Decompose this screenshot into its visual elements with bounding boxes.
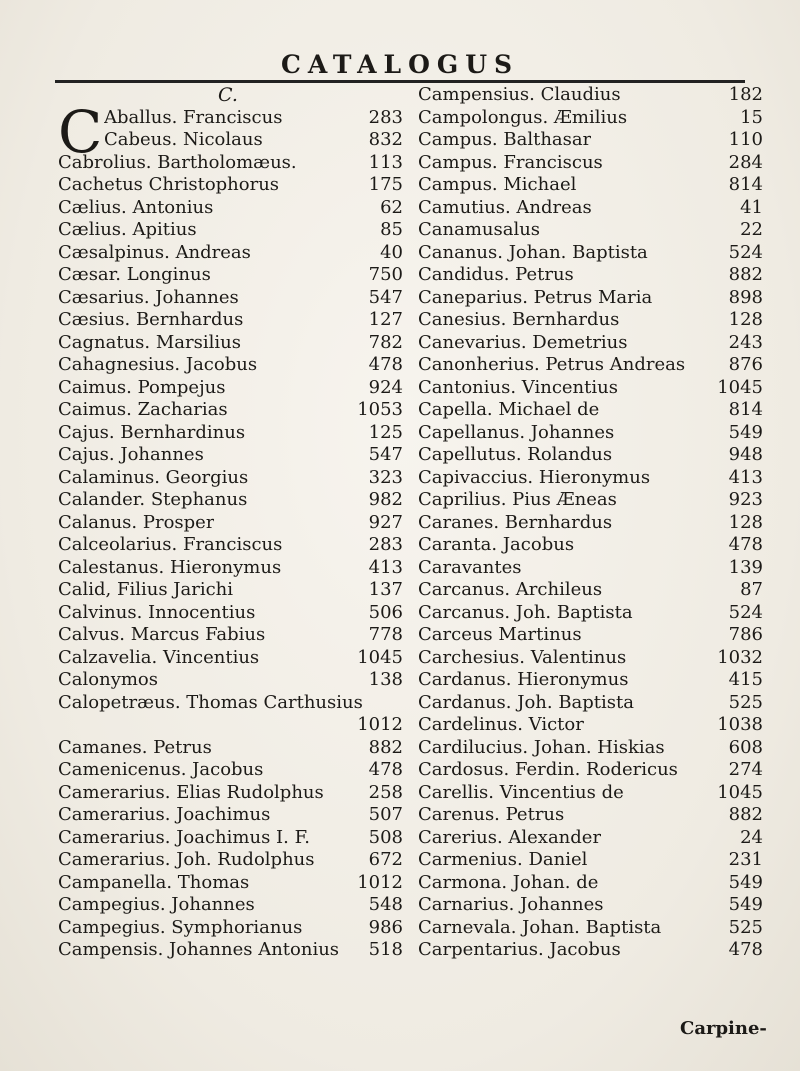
index-entry xyxy=(418,669,763,692)
entry-name: Camenicenus. Jacobus xyxy=(58,759,264,780)
entry-page-number: 22 xyxy=(740,219,763,240)
index-entry xyxy=(58,422,403,445)
entry-page-number: 1045 xyxy=(717,376,763,398)
entry-page-number: 547 xyxy=(368,444,403,465)
index-entry xyxy=(58,309,403,332)
entry-name: Canesius. Bernhardus xyxy=(418,309,620,330)
index-entry xyxy=(58,512,403,535)
index-entry xyxy=(58,759,403,782)
entry-page-number: 1012 xyxy=(357,871,403,893)
entry-name: Camanes. Petrus xyxy=(58,736,212,758)
entry-page-number: 549 xyxy=(728,894,763,915)
entry-name: Camerarius. Joachimus I. F. xyxy=(58,826,310,848)
entry-page-number: 24 xyxy=(740,826,763,848)
index-entry xyxy=(58,287,403,310)
index-entry xyxy=(58,534,403,557)
entry-page-number: 524 xyxy=(728,241,763,263)
entry-name: Campegius. Johannes xyxy=(58,894,255,915)
entry-name: Carnarius. Johannes xyxy=(418,894,604,915)
entry-name: Cæsius. Bernhardus xyxy=(58,309,244,330)
entry-name: Caranta. Jacobus xyxy=(418,534,575,555)
entry-page-number: 128 xyxy=(728,309,763,330)
index-entry xyxy=(58,737,403,760)
entry-page-number: 182 xyxy=(728,84,763,105)
entry-name: Capellanus. Johannes xyxy=(418,421,615,443)
entry-name: Campolongus. Æmilius xyxy=(418,106,628,128)
entry-page-number: 549 xyxy=(728,871,763,893)
entry-name: Cæsar. Longinus xyxy=(58,264,211,285)
entry-page-number: 110 xyxy=(728,129,763,150)
section-letter: C. xyxy=(218,84,238,106)
entry-name: Campanella. Thomas xyxy=(58,871,250,893)
index-entry xyxy=(58,152,403,175)
entry-name: Carmenius. Daniel xyxy=(418,849,588,870)
index-entry xyxy=(58,354,403,377)
entry-page-number: 986 xyxy=(368,916,403,938)
entry-name: Campensis. Johannes Antonius xyxy=(58,939,340,960)
entry-name: Cabrolius. Bartholomæus. xyxy=(58,151,297,173)
entry-page-number: 948 xyxy=(728,444,763,465)
entry-page-number: 882 xyxy=(728,264,763,285)
index-entry xyxy=(58,467,403,490)
entry-name: Caneparius. Petrus Maria xyxy=(418,286,653,308)
index-entry xyxy=(418,377,763,400)
entry-name: Cardosus. Ferdin. Rodericus xyxy=(418,759,678,780)
entry-name: Campegius. Symphorianus xyxy=(58,916,303,938)
index-entry xyxy=(418,422,763,445)
entry-name: Cardilucius. Johan. Hiskias xyxy=(418,736,665,758)
entry-page-number: 506 xyxy=(368,601,403,623)
entry-page-number: 243 xyxy=(728,331,763,353)
index-entry xyxy=(58,669,403,692)
index-entry xyxy=(418,152,763,175)
entry-page-number: 274 xyxy=(728,759,763,780)
index-entry xyxy=(58,939,403,962)
header-rule xyxy=(55,80,745,83)
entry-page-number: 323 xyxy=(368,466,403,488)
entry-name: Aballus. Franciscus xyxy=(104,106,283,128)
entry-page-number: 175 xyxy=(368,174,403,195)
index-entry xyxy=(418,782,763,805)
entry-page-number: 139 xyxy=(728,556,763,578)
entry-name: Cardanus. Joh. Baptista xyxy=(418,691,634,713)
index-entry xyxy=(58,174,403,197)
index-entry xyxy=(418,557,763,580)
entry-name: Caimus. Zacharias xyxy=(58,399,228,420)
index-entry xyxy=(418,714,763,737)
entry-name: Capivaccius. Hieronymus xyxy=(418,466,651,488)
entry-page-number: 283 xyxy=(368,534,403,555)
page-title: CATALOGUS xyxy=(280,50,520,79)
entry-name: Canamusalus xyxy=(418,219,541,240)
entry-page-number: 786 xyxy=(728,624,763,645)
entry-name: Cæsarius. Johannes xyxy=(58,286,239,308)
index-entry xyxy=(58,917,403,940)
entry-page-number: 814 xyxy=(728,174,763,195)
entry-name: Carcanus. Joh. Baptista xyxy=(418,601,633,623)
entry-page-number: 478 xyxy=(728,534,763,555)
entry-name: Cagnatus. Marsilius xyxy=(58,331,241,353)
index-entry xyxy=(418,692,763,715)
entry-name: Calopetræus. Thomas Carthusius xyxy=(58,691,363,713)
index-entry xyxy=(418,174,763,197)
index-entry xyxy=(418,354,763,377)
entry-page-number: 138 xyxy=(368,669,403,690)
entry-name: Carmona. Johan. de xyxy=(418,871,599,893)
index-entry xyxy=(418,579,763,602)
entry-page-number: 231 xyxy=(728,849,763,870)
entry-page-number: 672 xyxy=(368,849,403,870)
entry-page-number: 927 xyxy=(368,511,403,533)
entry-page-number: 508 xyxy=(368,826,403,848)
entry-name: Calaminus. Georgius xyxy=(58,466,249,488)
entry-name: Calestanus. Hieronymus xyxy=(58,556,282,578)
index-entry xyxy=(58,849,403,872)
entry-page-number: 814 xyxy=(728,399,763,420)
index-entry xyxy=(58,129,403,152)
index-entry xyxy=(58,444,403,467)
index-entry xyxy=(58,557,403,580)
entry-page-number: 413 xyxy=(728,466,763,488)
entry-page-number: 415 xyxy=(728,669,763,690)
entry-page-number: 128 xyxy=(728,511,763,533)
entry-page-number: 40 xyxy=(380,241,403,263)
index-entry xyxy=(418,129,763,152)
entry-name: Cantonius. Vincentius xyxy=(418,376,618,398)
entry-name: Carnevala. Johan. Baptista xyxy=(418,916,662,938)
index-entry xyxy=(418,894,763,917)
entry-page-number: 778 xyxy=(368,624,403,645)
entry-name: Camerarius. Joachimus xyxy=(58,804,271,825)
entry-page-number: 1038 xyxy=(717,714,763,735)
entry-name: Capella. Michael de xyxy=(418,399,600,420)
entry-page-number: 41 xyxy=(740,196,763,218)
entry-page-number: 507 xyxy=(368,804,403,825)
index-entry xyxy=(58,197,403,220)
entry-name: Calvinus. Innocentius xyxy=(58,601,256,623)
index-entry xyxy=(418,534,763,557)
entry-name: Caranes. Bernhardus xyxy=(418,511,613,533)
entry-name: Cælius. Antonius xyxy=(58,196,214,218)
entry-page-number: 62 xyxy=(380,196,403,218)
entry-page-number: 876 xyxy=(728,354,763,375)
entry-page-number: 113 xyxy=(368,151,403,173)
index-entry xyxy=(58,579,403,602)
entry-name: Calander. Stephanus xyxy=(58,489,248,510)
entry-page-number: 782 xyxy=(368,331,403,353)
entry-name: Carceus Martinus xyxy=(418,624,582,645)
index-entry xyxy=(58,219,403,242)
index-entry xyxy=(58,872,403,895)
index-entry xyxy=(418,399,763,422)
index-entry xyxy=(418,467,763,490)
entry-page-number: 15 xyxy=(740,106,763,128)
index-entry xyxy=(58,602,403,625)
index-entry xyxy=(418,624,763,647)
entry-page-number: 750 xyxy=(368,264,403,285)
entry-page-number: 882 xyxy=(368,736,403,758)
index-entry xyxy=(58,242,403,265)
entry-name: Calonymos xyxy=(58,669,159,690)
entry-page-number: 413 xyxy=(368,556,403,578)
entry-name: Canonherius. Petrus Andreas xyxy=(418,354,686,375)
index-entry xyxy=(58,804,403,827)
entry-page-number: 283 xyxy=(368,106,403,128)
entry-page-number: 1053 xyxy=(357,399,403,420)
entry-page-number: 924 xyxy=(368,376,403,398)
entry-name: Calvus. Marcus Fabius xyxy=(58,624,266,645)
entry-name: Carerius. Alexander xyxy=(418,826,602,848)
entry-page-number: 525 xyxy=(728,691,763,713)
entry-name: Cananus. Johan. Baptista xyxy=(418,241,648,263)
index-entry xyxy=(418,84,763,107)
entry-name: Capellutus. Rolandus xyxy=(418,444,613,465)
entry-name: Cajus. Johannes xyxy=(58,444,204,465)
entry-name: Calanus. Prosper xyxy=(58,511,215,533)
index-entry xyxy=(418,264,763,287)
entry-name: Canevarius. Demetrius xyxy=(418,331,628,353)
entry-page-number: 125 xyxy=(368,421,403,443)
index-entry xyxy=(418,512,763,535)
entry-name: Carellis. Vincentius de xyxy=(418,781,624,803)
index-entry xyxy=(58,399,403,422)
entry-name: Carchesius. Valentinus xyxy=(418,646,627,668)
entry-name: Campus. Michael xyxy=(418,174,577,195)
entry-name: Cardanus. Hieronymus xyxy=(418,669,629,690)
index-entry xyxy=(418,804,763,827)
entry-name: Campus. Franciscus xyxy=(418,151,603,173)
entry-page-number: 478 xyxy=(368,354,403,375)
entry-page-number: 608 xyxy=(728,736,763,758)
entry-page-number: 137 xyxy=(368,579,403,600)
entry-page-number: 1032 xyxy=(717,646,763,668)
entry-name: Carpentarius. Jacobus xyxy=(418,939,621,960)
entry-name: Carenus. Petrus xyxy=(418,804,565,825)
index-entry xyxy=(418,309,763,332)
entry-name: Calzavelia. Vincentius xyxy=(58,646,260,668)
entry-name: Caimus. Pompejus xyxy=(58,376,226,398)
entry-name: Calid, Filius Jarichi xyxy=(58,579,234,600)
entry-name: Campus. Balthasar xyxy=(418,129,592,150)
index-entry xyxy=(418,849,763,872)
entry-page-number: 258 xyxy=(368,781,403,803)
left-column xyxy=(58,84,403,962)
entry-page-number: 478 xyxy=(728,939,763,960)
index-entry xyxy=(58,332,403,355)
entry-page-number: 87 xyxy=(740,579,763,600)
index-entry xyxy=(418,602,763,625)
entry-name: Camutius. Andreas xyxy=(418,196,592,218)
entry-page-number: 127 xyxy=(368,309,403,330)
index-entry xyxy=(418,872,763,895)
entry-name: Camerarius. Elias Rudolphus xyxy=(58,781,324,803)
index-entry xyxy=(418,489,763,512)
entry-name: Cabeus. Nicolaus xyxy=(104,129,263,150)
entry-page-number: 882 xyxy=(728,804,763,825)
entry-name: Cachetus Christophorus xyxy=(58,174,280,195)
entry-name: Caprilius. Pius Æneas xyxy=(418,489,617,510)
entry-name: Cahagnesius. Jacobus xyxy=(58,354,258,375)
entry-page-number: 1045 xyxy=(717,781,763,803)
index-entry xyxy=(418,737,763,760)
entry-name: Camerarius. Joh. Rudolphus xyxy=(58,849,315,870)
entry-name: Cardelinus. Victor xyxy=(418,714,584,735)
index-entry xyxy=(58,489,403,512)
index-entry xyxy=(418,107,763,130)
index-entry xyxy=(58,647,403,670)
entry-page-number: 518 xyxy=(368,939,403,960)
index-entry xyxy=(58,264,403,287)
entry-page-number: 524 xyxy=(728,601,763,623)
index-entry xyxy=(418,759,763,782)
entry-page-number: 898 xyxy=(728,286,763,308)
entry-name: Cajus. Bernhardinus xyxy=(58,421,246,443)
index-entry xyxy=(418,242,763,265)
entry-page-number: 1045 xyxy=(357,646,403,668)
index-entry xyxy=(418,939,763,962)
index-entry xyxy=(418,647,763,670)
entry-page-number: 547 xyxy=(368,286,403,308)
entry-name: Calceolarius. Franciscus xyxy=(58,534,283,555)
entry-page-number: 478 xyxy=(368,759,403,780)
entry-page-number: 284 xyxy=(728,151,763,173)
index-entry xyxy=(58,624,403,647)
index-entry xyxy=(58,692,403,715)
entry-name: Carcanus. Archileus xyxy=(418,579,603,600)
right-column xyxy=(418,84,763,962)
index-entry xyxy=(58,714,403,737)
index-entry xyxy=(58,782,403,805)
entry-page-number: 923 xyxy=(728,489,763,510)
index-entry xyxy=(418,197,763,220)
index-entry xyxy=(418,444,763,467)
index-entry xyxy=(58,377,403,400)
entry-page-number: 548 xyxy=(368,894,403,915)
index-entry xyxy=(418,917,763,940)
index-entry xyxy=(418,219,763,242)
drop-cap: C xyxy=(58,97,103,166)
index-entry xyxy=(418,332,763,355)
entry-name: Cælius. Apitius xyxy=(58,219,197,240)
entry-page-number: 832 xyxy=(368,129,403,150)
entry-page-number: 549 xyxy=(728,421,763,443)
index-entry xyxy=(58,827,403,850)
entry-page-number: 1012 xyxy=(357,714,403,735)
catchword: Carpine- xyxy=(680,1018,767,1039)
entry-name: Candidus. Petrus xyxy=(418,264,574,285)
entry-name: Campensius. Claudius xyxy=(418,84,621,105)
index-entry xyxy=(418,827,763,850)
entry-name: Cæsalpinus. Andreas xyxy=(58,241,251,263)
entry-page-number: 982 xyxy=(368,489,403,510)
entry-name: Caravantes xyxy=(418,556,522,578)
index-entry xyxy=(418,287,763,310)
entry-page-number: 525 xyxy=(728,916,763,938)
entry-page-number: 85 xyxy=(380,219,403,240)
index-entry xyxy=(58,894,403,917)
